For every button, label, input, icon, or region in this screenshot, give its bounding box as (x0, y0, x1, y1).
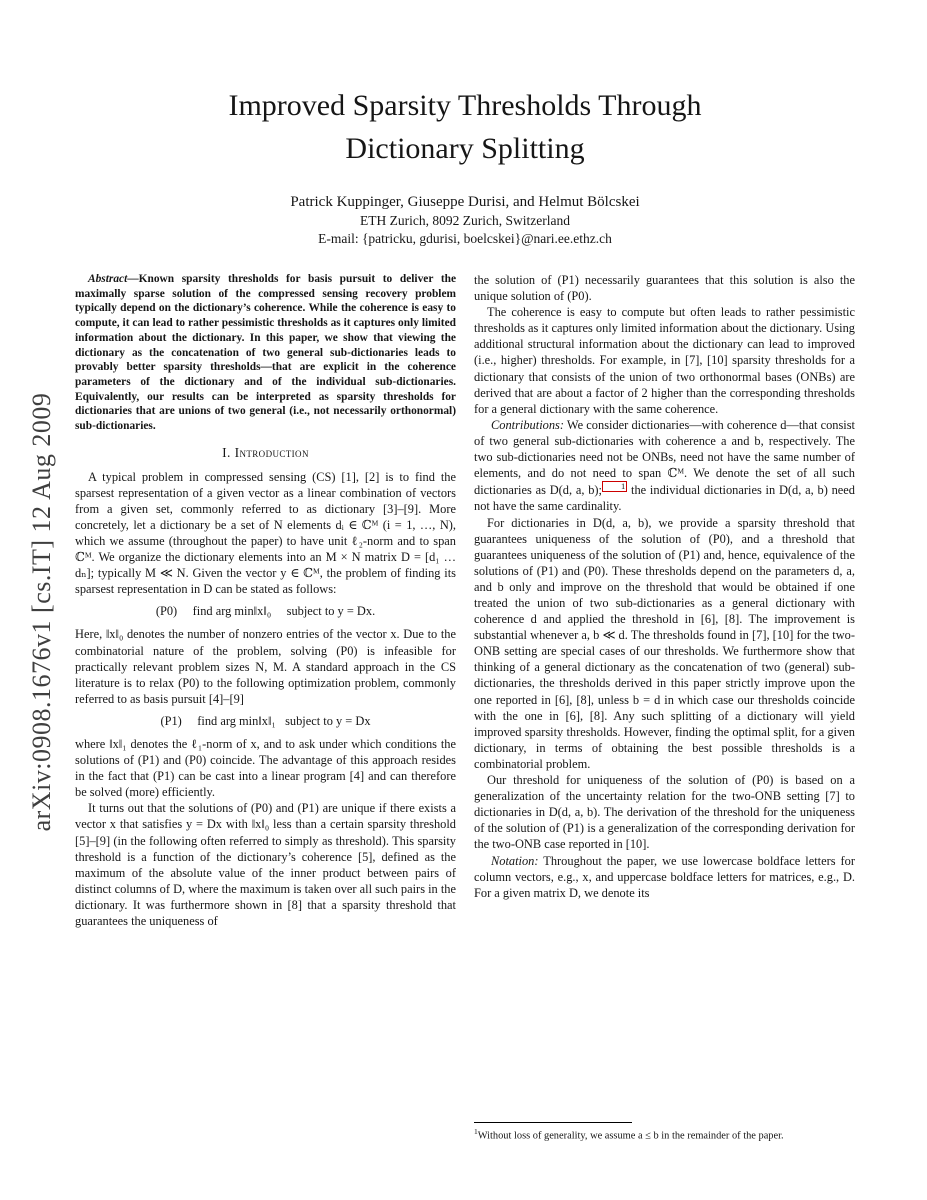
affiliation: ETH Zurich, 8092 Zurich, Switzerland (360, 213, 570, 228)
footnote-body: Without loss of generality, we assume a ≤ b in the remainder of the paper. (477, 1130, 784, 1142)
notation-lead: Notation: (491, 853, 539, 868)
intro-paragraph-5: the solution of (P1) necessarily guarantees that this solution is also the unique solution of (P0). (474, 273, 855, 304)
footnote-divider (474, 1122, 632, 1123)
email-line: E-mail: {patricku, gdurisi, boelcskei}@nari.ee.ethz.ch (318, 231, 612, 246)
right-column (474, 272, 855, 901)
notation-paragraph (474, 853, 855, 901)
equation-p1: (P1) find arg min‖x‖₁ subject to y = Dx (160, 713, 371, 728)
abstract-text: —Known sparsity thresholds for basis pursuit to deliver the maximally sparse solution of the compressed sensing recovery problem typically depend on the dictionary’s coherence. While the coherence is easy to compute, it can lead to rather pessimistic thresholds as it captures only limited information about the dictionary. In this paper, we show that viewing the dictionary as the concatenation of two general sub-dictionaries leads to provably better sparsity thresholds—that are explicit in the coherence parameters of the dictionary and of the individual sub-dictionaries. Equivalently, our results can be interpreted as sparsity thresholds for dictionaries that are unions of two general (i.e., not necessarily orthonormal) sub-dictionaries. (75, 273, 456, 433)
contributions-lead: Contributions: (491, 417, 564, 432)
intro-paragraph-8: For dictionaries in D(d, a, b), we provide a sparsity threshold that guarantees uniqueness of the solution of (P0), and a threshold that guarantees uniqueness of the solution of (P1) and, hence, equivalence of the solutions of (P1) and (P0). These thresholds depend on the parameters d, a, and b only and improve on the threshold that would be obtained if one treated the union of two sub-dictionaries as a general dictionary with coherence d and applied the threshold in [6], [8]. The improvement is substantial whenever a, b ≪ d. The thresholds found in [7], [10] for the two-ONB setting are special cases of our thresholds. We furthermore show that thinking of a general dictionary as the concatenation of two (general) sub-dictionaries, the thresholds derived in this paper strictly improve upon the one reported in [6], [8], unless b = d in which case our thresholds coincide with the one in [6], [8]. Any such splitting of a dictionary will yield improved sparsity thresholds. However, finding the optimal split, for a given dictionary, in terms of obtaining the best possible thresholds is a combinatorial problem. (474, 515, 855, 771)
intro-paragraph-4: It turns out that the solutions of (P0) and (P1) are unique if there exists a vector x that satisfies y = Dx with ‖x‖₀ less than a certain sparsity threshold [5]–[9] (in the following often referred to simply as threshold). This sparsity threshold is a function of the dictionary’s coherence [5], defined as the maximum of the absolute value of the inner product between pairs of distinct columns of D, where the maximum is taken over all such pairs in the dictionary. It was furthermore shown in [8] that a sparsity threshold that guarantees the uniqueness of (75, 801, 456, 928)
abstract-paragraph (75, 272, 456, 434)
abstract-lead: Abstract (88, 273, 128, 285)
arxiv-sidebar-label: arXiv:0908.1676v1 [cs.IT] 12 Aug 2009 (27, 392, 56, 832)
contributions-paragraph (474, 417, 855, 515)
intro-paragraph-6: The coherence is easy to compute but often leads to rather pessimistic thresholds as it captures only limited information about the dictionary. Using additional structural information about the dictionary can lead to improved (i.e., higher) thresholds. For example, in [7], [10] sparsity thresholds for a dictionary that consists of the union of two orthonormal bases (ONBs) are derived that are about a factor of 2 higher than the corresponding thresholds for a general dictionary with the same coherence. (474, 305, 855, 416)
author-list: Patrick Kuppinger, Giuseppe Durisi, and Helmut Bölcskei (290, 194, 640, 210)
paper-title-line-2: Dictionary Splitting (345, 132, 585, 165)
intro-paragraph-1: A typical problem in compressed sensing (CS) [1], [2] is to find the sparsest representation of a given vector as a linear combination of vectors from a given set, commonly referred to as dictionary [3]–[9]. More concretely, let a dictionary be a set of N elements dᵢ ∈ ℂᴹ (i = 1, …, N), which we assume (throughout the paper) to have unit ℓ₂-norm and to span ℂᴹ. We organize the dictionary elements into an M × N matrix D = [d₁ … dₙ]; typically M ≪ N. Given the vector y ∈ ℂᴹ, the problem of finding its sparsest representation in D can be stated as follows: (75, 469, 456, 597)
contributions-text-1: We consider dictionaries—with coherence d—that consist of two general sub-dictionaries with coherence a and b, respectively. The two sub-dictionaries need not be ONBs, need not have the same number of elements, and do not need to span ℂᴹ. We denote the set of all such dictionaries as D(d, a, b); (474, 417, 855, 498)
footnote-reference-link[interactable]: 1 (602, 481, 627, 492)
paper-header (85, 84, 845, 248)
footnote-text (474, 1128, 855, 1142)
footnote-marker: 1 (474, 1127, 478, 1136)
intro-paragraph-9: Our threshold for uniqueness of the solution of (P0) is based on a generalization of the uncertainty relation for the two-ONB setting [7] to dictionaries in D(d, a, b). The derivation of the threshold for the uniqueness of the solution of (P1) is a generalization of the corresponding derivation for the two-ONB case reported in [10]. (474, 773, 855, 852)
footnote-block (474, 1122, 855, 1142)
contributions-text-2: the individual dictionaries in D(d, a, b) need not have the same cardinality. (474, 483, 855, 514)
left-column (75, 272, 456, 929)
equation-p0: (P0) find arg min‖x‖₀ subject to y = Dx. (155, 604, 376, 619)
notation-text: Throughout the paper, we use lowercase boldface letters for column vectors, e.g., x, and uppercase boldface letters for matrices, e.g., D. For a given matrix D, we denote its (474, 853, 855, 900)
section-heading-introduction: I. Introduction (222, 444, 309, 460)
paper-title-line-1: Improved Sparsity Thresholds Through (228, 89, 702, 122)
intro-paragraph-3: where ‖x‖₁ denotes the ℓ₁-norm of x, and to ask under which conditions the solutions of (P1) and (P0) coincide. The advantage of this approach resides in the fact that (P1) can be cast into a linear program [4] and can therefore be solved (more) efficiently. (75, 736, 456, 800)
intro-paragraph-2: Here, ‖x‖₀ denotes the number of nonzero entries of the vector x. Due to the combinatorial nature of the problem, solving (P0) is infeasible for practically relevant problem sizes N, M. A standard approach in the CS literature is to relax (P0) to the following optimization problem, commonly referred to as basis pursuit [4]–[9] (75, 627, 456, 706)
